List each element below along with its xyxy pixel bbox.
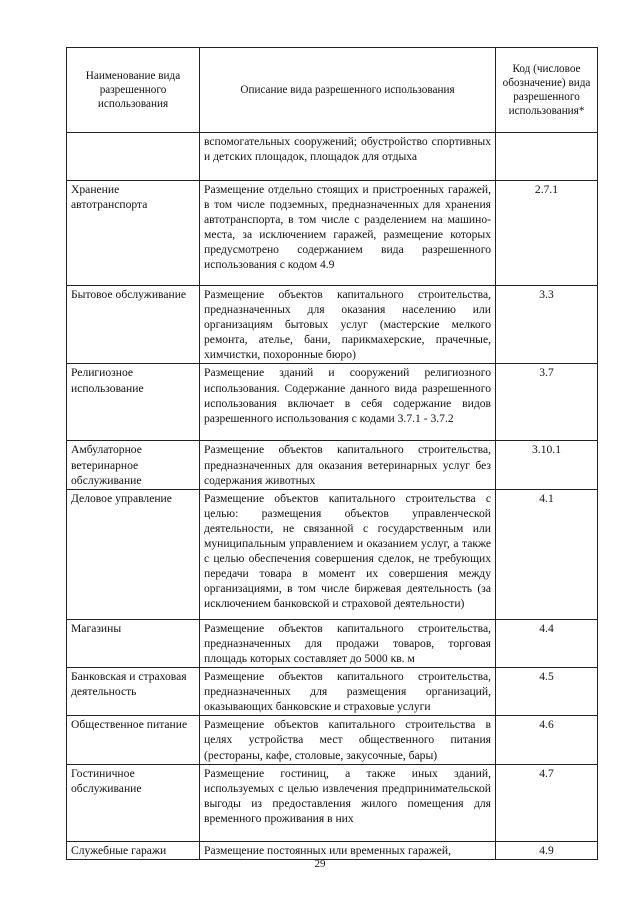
row-description: Размещение зданий и сооружений религиозного использования. Содержание данного вида разрешенного использования включает в себя содержание видов разрешенного использования с кодами 3.7.1 - 3.7.2 [200, 364, 496, 441]
row-code: 4.5 [496, 668, 598, 716]
row-description: Размещение объектов капитального строительства, предназначенных для продажи товаров, торговая площадь которых составляет до 5000 кв. м [200, 619, 496, 667]
table-row [67, 286, 598, 364]
row-name: Магазины [67, 619, 200, 667]
row-code: 3.10.1 [496, 441, 598, 489]
row-name: Гостиничное обслуживание [67, 764, 200, 841]
row-description: Размещение отдельно стоящих и пристроенных гаражей, в том числе подземных, предназначенных для хранения автотранспорта, в том числе с разделением на машино-места, за исключением гаражей, размещение которых предусмотрено содержанием вида разрешенного использования с кодом 4.9 [200, 181, 496, 286]
row-description: Размещение объектов капитального строительства с целью: размещения объектов управленческой деятельности, не связанной с государственным или муниципальным управлением и оказанием услуг, а также с целью обеспечения совершения сделок, не требующих передачи товара в момент их совершения между организациями, в том числе биржевая деятельность (за исключением банковской и страховой деятельности) [200, 489, 496, 619]
header-code: Код (числовое обозначение) вида разрешенного использования* [496, 48, 598, 133]
table-row [67, 619, 598, 667]
header-name: Наименование вида разрешенного использования [67, 48, 200, 133]
row-code: 3.3 [496, 286, 598, 364]
page-number: 29 [314, 858, 326, 870]
row-code [496, 133, 598, 181]
row-description: Размещение постоянных или временных гаражей, [200, 841, 496, 859]
table-row [67, 364, 598, 441]
row-code: 4.6 [496, 716, 598, 764]
table-header-row [67, 48, 598, 133]
row-code: 4.7 [496, 764, 598, 841]
row-name [67, 133, 200, 181]
header-description: Описание вида разрешенного использования [200, 48, 496, 133]
table-row [67, 133, 598, 181]
row-description: Размещение объектов капитального строительства, предназначенных для оказания ветеринарных услуг без содержания животных [200, 441, 496, 489]
table-row [67, 441, 598, 489]
row-description: Размещение объектов капитального строительства, предназначенных для размещения организаций, оказывающих банковские и страховые услуги [200, 668, 496, 716]
land-use-table [66, 47, 598, 860]
table-row [67, 841, 598, 859]
row-code: 4.1 [496, 489, 598, 619]
table-row [67, 716, 598, 764]
row-code: 2.7.1 [496, 181, 598, 286]
table-row [67, 489, 598, 619]
row-code: 4.4 [496, 619, 598, 667]
table-row [67, 668, 598, 716]
row-name: Деловое управление [67, 489, 200, 619]
row-description: вспомогательных сооружений; обустройство спортивных и детских площадок, площадок для отдыха [200, 133, 496, 181]
row-name: Амбулаторное ветеринарное обслуживание [67, 441, 200, 489]
row-name: Хранение автотранспорта [67, 181, 200, 286]
row-name: Общественное питание [67, 716, 200, 764]
row-name: Религиозное использование [67, 364, 200, 441]
table-row [67, 764, 598, 841]
row-name: Банковская и страховая деятельность [67, 668, 200, 716]
row-name: Бытовое обслуживание [67, 286, 200, 364]
table-row [67, 181, 598, 286]
row-code: 4.9 [496, 841, 598, 859]
row-description: Размещение гостиниц, а также иных зданий, используемых с целью извлечения предпринимательской выгоды из предоставления жилого помещения для временного проживания в них [200, 764, 496, 841]
row-code: 3.7 [496, 364, 598, 441]
row-description: Размещение объектов капитального строительства, предназначенных для оказания населению или организациям бытовых услуг (мастерские мелкого ремонта, ателье, бани, парикмахерские, прачечные, химчистки, похоронные бюро) [200, 286, 496, 364]
row-name: Служебные гаражи [67, 841, 200, 859]
row-description: Размещение объектов капитального строительства в целях устройства мест общественного питания (рестораны, кафе, столовые, закусочные, бары) [200, 716, 496, 764]
